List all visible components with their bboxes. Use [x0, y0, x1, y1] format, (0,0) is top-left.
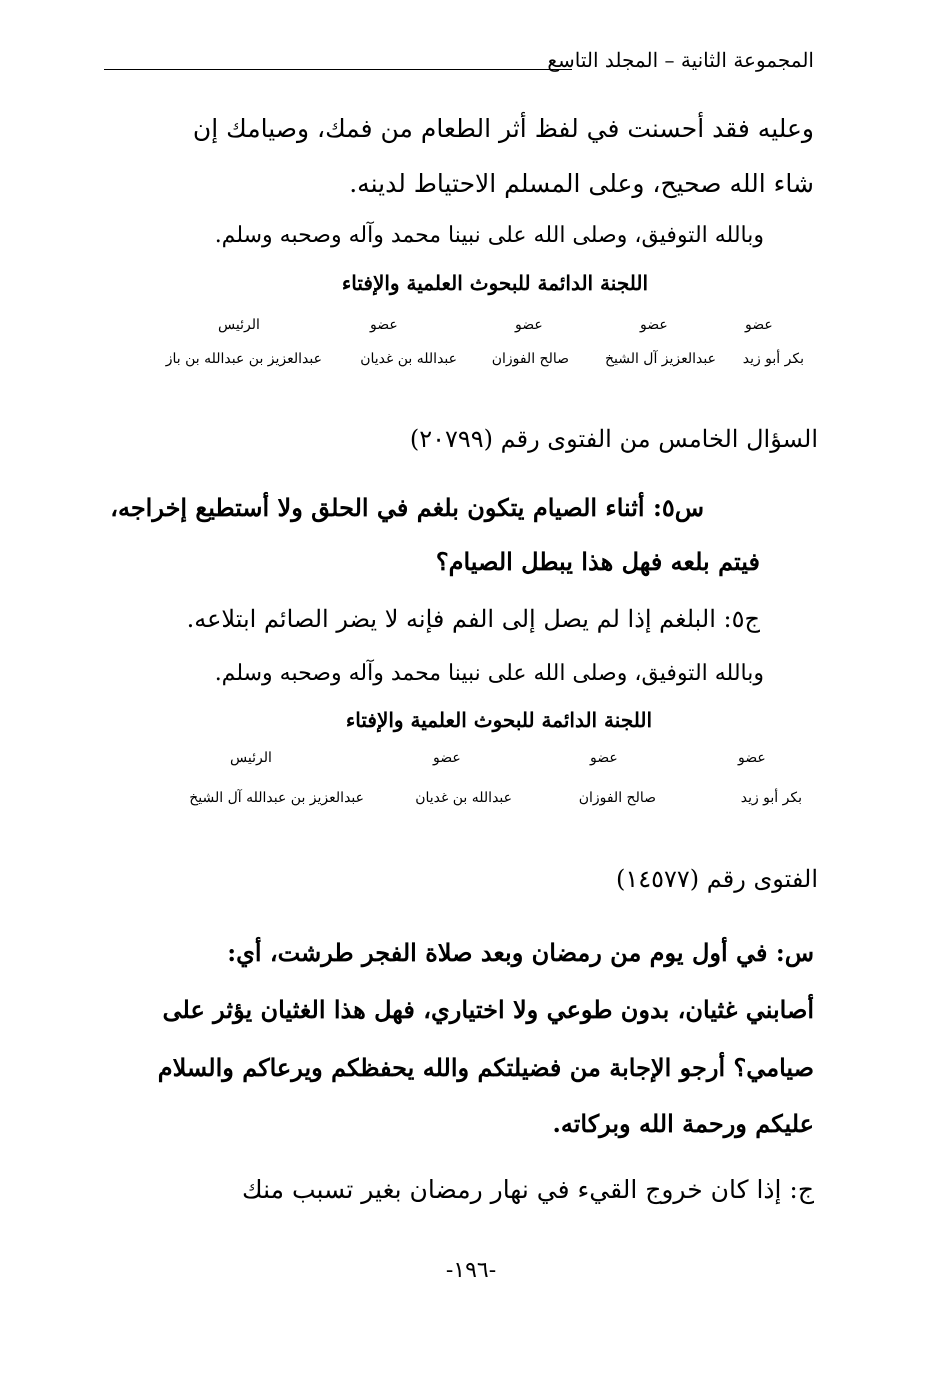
fatwa-2-answer: ج: إذا كان خروج القيء في نهار رمضان بغير تسبب منك [242, 1175, 814, 1204]
committee-1-name-3: صالح الفوزان [491, 351, 569, 367]
committee-2-role-2: عضو [590, 750, 618, 766]
running-header: المجموعة الثانية – المجلد التاسع [547, 48, 814, 72]
committee-1-role-4: عضو [370, 317, 398, 333]
intro-line-1: وعليه فقد أحسنت في لفظ أثر الطعام من فمك، وصيامك إن [192, 114, 814, 143]
committee-2-name-1: بكر أبو زيد [740, 790, 802, 806]
fatwa-2-question-line-1: س: في أول يوم من رمضان وبعد صلاة الفجر طرشت، أي: [227, 938, 814, 967]
fatwa-1-heading: السؤال الخامس من الفتوى رقم (٢٠٧٩٩) [409, 425, 818, 453]
committee-2-name-4: عبدالعزيز بن عبدالله آل الشيخ [189, 790, 364, 806]
committee-2-name-2: صالح الفوزان [578, 790, 656, 806]
closing-formula-2: وبالله التوفيق، وصلى الله على نبينا محمد وآله وصحبه وسلم. [214, 661, 764, 686]
header-rule [104, 69, 572, 70]
committee-1-role-2: عضو [640, 317, 668, 333]
fatwa-2-question-line-2: أصابني غثيان، بدون طوعي ولا اختياري، فهل هذا الغثيان يؤثر على [162, 995, 814, 1024]
committee-1-name-5: عبدالعزيز بن عبدالله بن باز [165, 351, 322, 367]
committee-2-role-1: عضو [738, 750, 766, 766]
committee-1-name-4: عبدالله بن غديان [360, 351, 457, 367]
committee-1-role-3: عضو [515, 317, 543, 333]
page-number: -١٩٦- [445, 1258, 497, 1283]
committee-1-role-1: عضو [745, 317, 773, 333]
committee-2-title: اللجنة الدائمة للبحوث العلمية والإفتاء [345, 708, 652, 732]
fatwa-2-heading: الفتوى رقم (١٤٥٧٧) [615, 865, 818, 893]
committee-2-role-4: الرئيس [230, 750, 272, 766]
committee-1-name-2: عبدالعزيز آل الشيخ [604, 351, 716, 367]
fatwa-1-question-line-2: فيتم بلعه فهل هذا يبطل الصيام؟ [435, 547, 760, 576]
intro-line-2: شاء الله صحيح، وعلى المسلم الاحتياط لدينه. [349, 169, 814, 198]
fatwa-2-question-line-4: عليكم ورحمة الله وبركاته. [552, 1109, 814, 1138]
fatwa-2-question-line-3: صيامي؟ أرجو الإجابة من فضيلتكم والله يحفظكم ويرعاكم والسلام [157, 1053, 814, 1082]
committee-1-name-1: بكر أبو زيد [742, 351, 804, 367]
fatwa-1-answer: ج٥: البلغم إذا لم يصل إلى الفم فإنه لا يضر الصائم ابتلاعه. [186, 605, 760, 633]
committee-2-name-3: عبدالله بن غديان [415, 790, 512, 806]
committee-1-role-5: الرئيس [218, 317, 260, 333]
committee-1-title: اللجنة الدائمة للبحوث العلمية والإفتاء [341, 271, 648, 295]
closing-formula-1: وبالله التوفيق، وصلى الله على نبينا محمد وآله وصحبه وسلم. [214, 223, 764, 248]
fatwa-1-question-line-1: س٥: أثناء الصيام يتكون بلغم في الحلق ولا أستطيع إخراجه، [110, 493, 704, 522]
committee-2-role-3: عضو [433, 750, 461, 766]
